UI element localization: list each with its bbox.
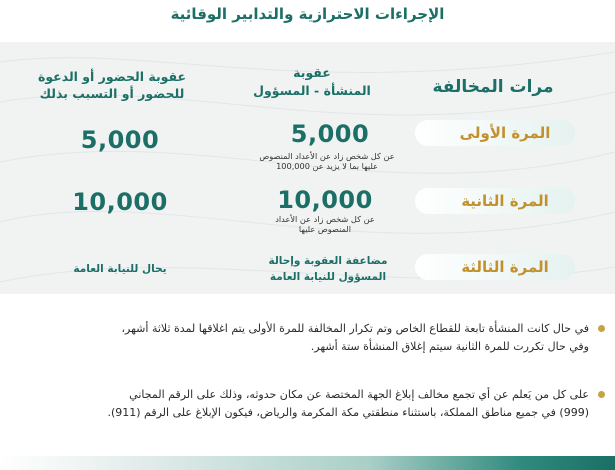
bullet-text-line2: (999) في جميع مناطق المملكة، باستثناء منطقتي مكة المكرمة والرياض، فيكون الإبلاغ على الرقم (911). [107, 406, 589, 419]
header-facility-penalty [212, 64, 412, 100]
facility-note-second-line2: المنصوص عليها [298, 224, 352, 234]
facility-penalty-third-line2: المسؤول للنيابة العامة [269, 271, 387, 283]
header-facility-line2: المنشأة - المسؤول [253, 83, 371, 98]
bullet-text-line2: وفي حال تكررت للمرة الثانية سيتم إغلاق المنشأة ستة أشهر. [310, 340, 589, 353]
row-label-pill-first [415, 120, 575, 146]
facility-note-first-line2: عليها بما لا يزيد عن 100,000 [276, 161, 378, 171]
facility-amount-first: 5,000 [290, 120, 370, 148]
attendance-amount-second: 10,000 [72, 188, 168, 216]
facility-note-second [250, 214, 400, 234]
row-label-third: المرة الثالثة [461, 258, 549, 276]
bullet-text-line1: في حال كانت المنشأة تابعة للقطاع الخاص وتم تكرار المخالفة للمرة الأولى يتم اغلاقها لمدة ثلاثة أشهر، [121, 322, 589, 335]
facility-note-first-line1: عن كل شخص زاد عن الأعداد المنصوص [259, 151, 395, 161]
header-attendance-penalty [12, 68, 212, 102]
attendance-amount-first: 5,000 [80, 126, 160, 154]
header-facility-line1: عقوبة [293, 65, 331, 80]
header-attendance-line1: عقوبة الحضور أو الدعوة [37, 69, 187, 84]
bullet-text-line1: على كل من يَعلم عن أي تجمع مخالف إبلاغ الجهة المختصة عن مكان حدوثه، وذلك على الرقم المجاني [129, 388, 589, 401]
bullet-dot-icon [598, 325, 605, 332]
page-title: الإجراءات الاحترازية والتدابير الوقائية [170, 5, 445, 23]
facility-note-first [232, 151, 422, 171]
penalty-table [0, 42, 615, 294]
bullet-report-gathering [15, 386, 605, 422]
row-label-first: المرة الأولى [459, 124, 551, 142]
header-attendance-line2: للحضور أو التسبب بذلك [39, 86, 185, 101]
bullet-private-sector-closure [15, 320, 605, 356]
footer-gradient-band [0, 456, 615, 470]
row-label-pill-second [415, 188, 575, 214]
row-label-second: المرة الثانية [461, 192, 549, 210]
attendance-penalty-third: يحال للنيابة العامة [73, 263, 167, 275]
facility-amount-second: 10,000 [277, 186, 373, 214]
bullet-dot-icon [598, 391, 605, 398]
row-label-pill-third [415, 254, 575, 280]
facility-penalty-third-line1: مضاعفة العقوبة وإحالة [268, 255, 388, 267]
facility-note-second-line1: عن كل شخص زاد عن الأعداد [275, 214, 375, 224]
header-violations: مرات المخالفة [432, 77, 554, 97]
facility-penalty-third [258, 253, 398, 285]
